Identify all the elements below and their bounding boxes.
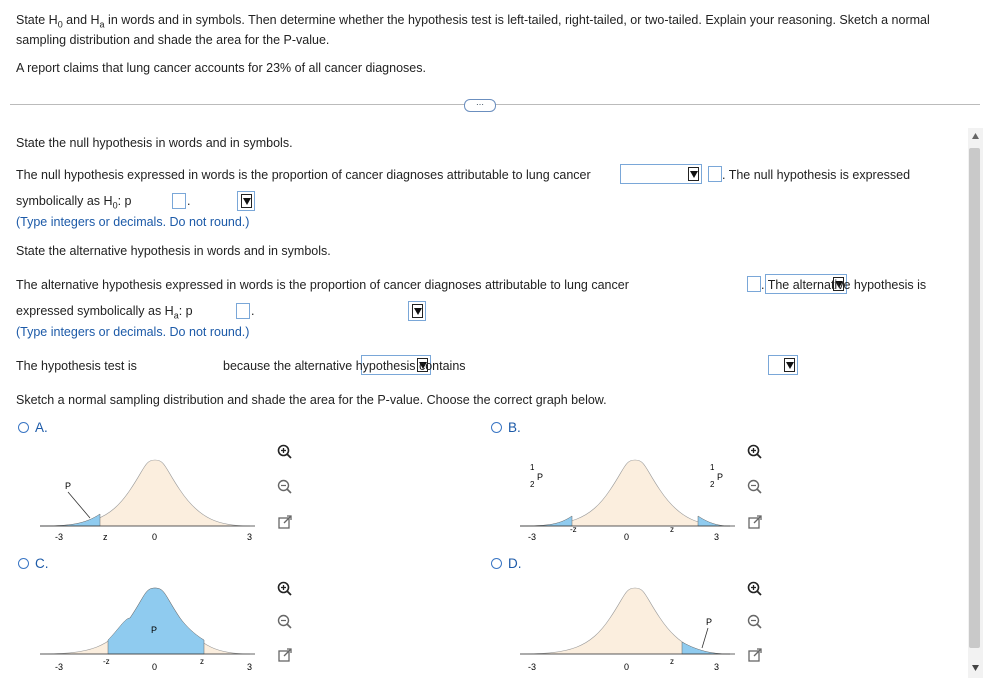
shaded-center — [108, 588, 204, 654]
graph-c — [30, 578, 270, 678]
tick-label: z — [103, 532, 108, 542]
scrollbar-thumb[interactable] — [969, 148, 980, 648]
more-button[interactable]: ⋯ — [464, 99, 496, 112]
tick-label: z — [670, 657, 674, 666]
chevron-down-icon — [412, 304, 423, 318]
tick-label: z — [670, 525, 674, 534]
option-b[interactable]: B. — [491, 420, 521, 435]
tick-label: 3 — [714, 532, 720, 542]
expand-icon[interactable] — [276, 513, 294, 531]
radio-b[interactable] — [491, 422, 502, 433]
instruction-text: State $H_0$ and $H_a$ in words and in symbols. Then determine whether the hypothesis test is left-tailed, right-tailed, or two-tailed. Explain your reasoning. Sketch a normal — [16, 13, 930, 30]
half-num: 1 — [710, 463, 715, 472]
zoom-controls-b — [746, 443, 764, 534]
null-symbolic: symbolically as $H_0$: p — [16, 194, 132, 211]
tick-label: -z — [103, 657, 110, 666]
half-den: 2 — [710, 480, 715, 489]
alt-sentence: The alternative hypothesis expressed in words is the proportion of cancer diagnoses attributable to lung cancer — [16, 278, 629, 292]
tick-label: 3 — [247, 532, 253, 542]
null-operator-dropdown[interactable] — [237, 191, 255, 211]
option-c[interactable]: C. — [18, 556, 49, 571]
null-hint: (Type integers or decimals. Do not round.) — [16, 215, 250, 229]
tick-label: -3 — [55, 662, 64, 672]
expand-icon[interactable] — [746, 513, 764, 531]
shaded-tail — [682, 642, 730, 654]
option-a[interactable]: A. — [18, 420, 48, 435]
instruction-text-line2: sampling distribution and shade the area for the P-value. — [16, 33, 330, 47]
null-value-input[interactable] — [172, 193, 186, 209]
pointer-line — [68, 492, 90, 518]
p-label: P — [717, 472, 724, 482]
zoom-controls-d — [746, 580, 764, 667]
alt-hint: (Type integers or decimals. Do not round.) — [16, 325, 250, 339]
graph-d — [510, 578, 750, 678]
zoom-out-icon[interactable] — [276, 613, 294, 631]
tick-label: 0 — [152, 662, 158, 672]
graph-prompt: Sketch a normal sampling distribution and shade the area for the P-value. Choose the correct graph below. — [16, 393, 607, 407]
tick-label: 3 — [247, 662, 253, 672]
tick-label: 0 — [624, 532, 630, 542]
option-d[interactable]: D. — [491, 556, 522, 571]
expand-icon[interactable] — [276, 646, 294, 664]
null-words-dropdown[interactable] — [620, 164, 702, 184]
chevron-down-icon — [241, 194, 252, 208]
graph-b — [510, 440, 750, 550]
p-label: P — [65, 481, 72, 491]
alt-period: . — [251, 304, 255, 318]
curve-body — [520, 588, 730, 654]
shaded-right-tail — [698, 516, 730, 526]
scroll-up-icon[interactable] — [971, 132, 980, 140]
zoom-out-icon[interactable] — [746, 478, 764, 496]
zoom-in-icon[interactable] — [276, 580, 294, 598]
zoom-in-icon[interactable] — [276, 443, 294, 461]
alt-operator-dropdown[interactable] — [408, 301, 426, 321]
graph-a — [30, 440, 270, 550]
radio-a[interactable] — [18, 422, 29, 433]
p-label: P — [537, 472, 544, 482]
radio-d[interactable] — [491, 558, 502, 569]
zoom-in-icon[interactable] — [746, 443, 764, 461]
shaded-tail — [40, 514, 100, 526]
alt-symbolic: expressed symbolically as $H_a$: p — [16, 304, 193, 321]
zoom-controls-c — [276, 580, 294, 667]
zoom-out-icon[interactable] — [746, 613, 764, 631]
half-den: 2 — [530, 480, 535, 489]
shaded-left-tail — [520, 516, 572, 526]
alt-value-input[interactable] — [236, 303, 250, 319]
alt-after-text: . The alternative hypothesis is — [761, 278, 927, 292]
test-mid-text: because the alternative hypothesis contains — [223, 359, 466, 373]
null-words-box[interactable] — [708, 166, 722, 182]
half-num: 1 — [530, 463, 535, 472]
zoom-in-icon[interactable] — [746, 580, 764, 598]
tick-label: -3 — [55, 532, 64, 542]
chevron-down-icon — [688, 167, 699, 181]
tick-label: -z — [570, 525, 577, 534]
claim-text: A report claims that lung cancer accounts for 23% of all cancer diagnoses. — [16, 61, 426, 75]
tick-label: z — [200, 657, 204, 666]
null-heading: State the null hypothesis in words and in symbols. — [16, 136, 293, 150]
alt-heading: State the alternative hypothesis in words and in symbols. — [16, 244, 331, 258]
alt-words-box[interactable] — [747, 276, 761, 292]
zoom-controls-a — [276, 443, 294, 534]
tick-label: -3 — [528, 662, 537, 672]
radio-c[interactable] — [18, 558, 29, 569]
null-period: . — [187, 194, 191, 208]
chevron-down-icon — [784, 358, 795, 372]
test-symbol-dropdown[interactable] — [768, 355, 798, 375]
tick-label: -3 — [528, 532, 537, 542]
pointer-line — [702, 628, 708, 648]
tick-label: 3 — [714, 662, 720, 672]
expand-icon[interactable] — [746, 646, 764, 664]
test-pre-text: The hypothesis test is — [16, 359, 137, 373]
null-after-text: . The null hypothesis is expressed — [722, 168, 911, 182]
tick-label: 0 — [624, 662, 630, 672]
p-label: P — [151, 625, 158, 635]
tick-label: 0 — [152, 532, 158, 542]
curve-body — [40, 460, 250, 526]
p-label: P — [706, 617, 713, 627]
zoom-out-icon[interactable] — [276, 478, 294, 496]
null-sentence: The null hypothesis expressed in words is the proportion of cancer diagnoses attributable to lung cancer — [16, 168, 591, 182]
scroll-down-icon[interactable] — [971, 664, 980, 672]
